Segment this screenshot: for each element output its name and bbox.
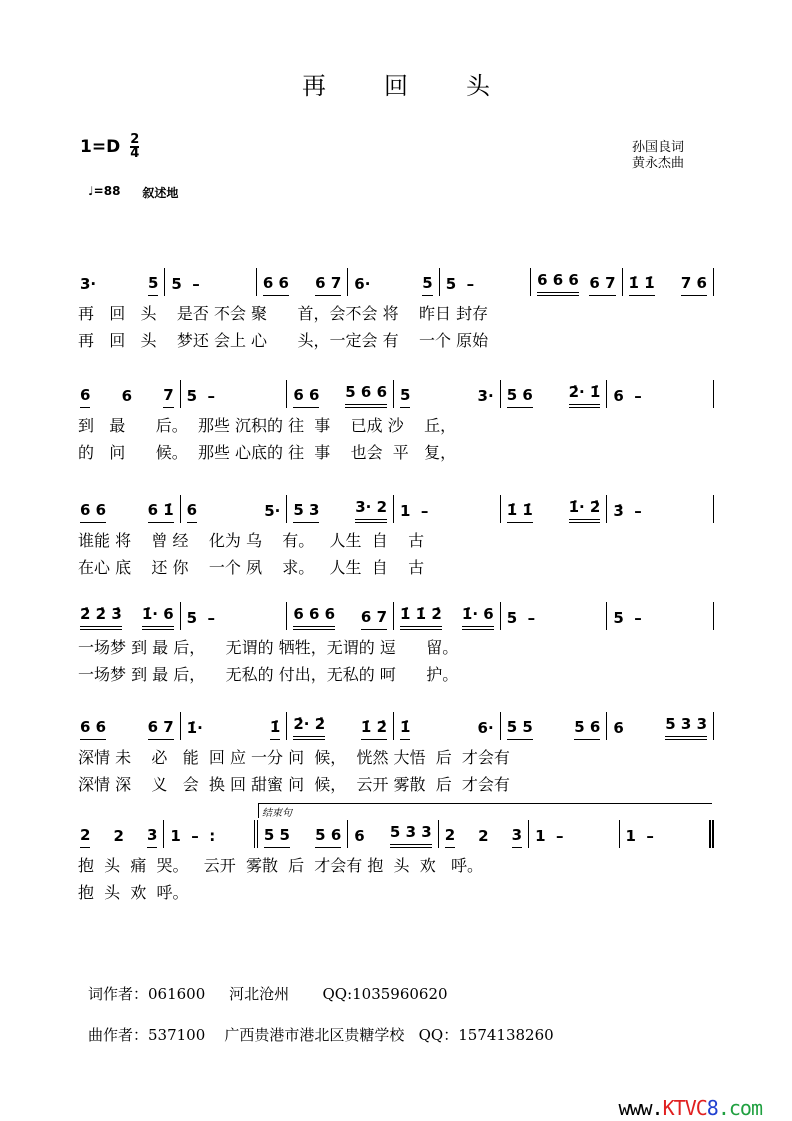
measure	[78, 495, 180, 523]
note-group: 2	[113, 827, 124, 845]
watermark-suffix: .com	[717, 1096, 762, 1120]
measure	[439, 268, 530, 296]
note-group: 6 6	[80, 718, 106, 740]
note-group: 6 7	[148, 718, 174, 740]
note-group: 5 5	[264, 826, 290, 848]
note-group: 3	[512, 826, 522, 848]
measure	[622, 268, 713, 296]
note-group: 2	[478, 827, 489, 845]
lyrics-verse-2: 深情 深 义 会 换 回 甜蜜 问 候， 云开 雾散 后 才会有	[78, 775, 510, 794]
measure	[78, 380, 180, 408]
note-group: 5 5	[507, 718, 533, 740]
time-sig-bottom: 4	[130, 146, 140, 161]
lyrics-verse-1: 一场梦 到 最 后， 无谓的 牺牲，无谓的 逗 留。	[78, 638, 459, 657]
note-group: 6	[80, 386, 90, 408]
note-group: 5 6	[315, 826, 341, 848]
notes-line	[78, 714, 714, 740]
note-group: 6 7	[589, 274, 615, 296]
measure	[438, 820, 528, 848]
measure	[347, 268, 438, 296]
lyrics-verse-2: 再 回 头 梦还 会上 心 头，一定会 有 一个 原始	[78, 331, 489, 350]
note-group: 5	[400, 386, 410, 408]
lyrics-verse-2: 的 问 候。 那些 心底的 往 事 也会 平 复，	[78, 443, 457, 462]
lyrics-verse-1: 到 最 后。 那些 沉积的 往 事 已成 沙 丘，	[78, 416, 457, 435]
note-group: 1̇ 1̇	[507, 501, 533, 523]
note-group: 3·	[80, 275, 97, 293]
note-group: 6	[187, 501, 197, 523]
watermark	[618, 1096, 762, 1120]
barline	[713, 712, 714, 740]
note-group: 6 1̇	[148, 501, 174, 523]
ending-label: 结束句	[262, 808, 292, 819]
note-group: 1 –	[535, 827, 564, 845]
song-title: 再回头	[302, 72, 548, 100]
note-group: 3	[147, 826, 157, 848]
measure	[286, 712, 393, 740]
note-group: 1̇· 2̇	[569, 498, 601, 523]
note-group: 6 –	[613, 387, 642, 405]
note-group: 5 6	[574, 718, 600, 740]
note-group: 6 6 6	[293, 605, 335, 630]
composer-credit: 黄永杰曲	[632, 156, 685, 171]
note-group: 5	[148, 274, 158, 296]
expression-text: 叙述地	[142, 186, 179, 200]
note-group: 6 6	[80, 501, 106, 523]
note-group: 3· 2	[355, 498, 387, 523]
note-group: 7	[163, 386, 173, 408]
measure	[256, 268, 347, 296]
measure	[606, 495, 713, 523]
barline	[713, 602, 714, 630]
note-group: 5	[422, 274, 432, 296]
barline	[713, 380, 714, 408]
note-group: 5 –	[186, 609, 216, 627]
note-group: 5 –	[171, 275, 200, 293]
barline	[713, 495, 714, 523]
note-group: 1 –	[400, 502, 429, 520]
measure	[530, 268, 621, 296]
note-group: 5 3 3	[665, 715, 707, 740]
measure	[606, 380, 713, 408]
measure	[286, 602, 393, 630]
watermark-digit: 8	[706, 1096, 718, 1120]
note-group: 6 6	[263, 274, 289, 296]
composer-footer: 曲作者：537100 广西贵港市港北区贵糖学校 QQ：1574138260	[88, 1026, 554, 1044]
measure	[619, 820, 709, 848]
measure	[78, 820, 163, 848]
tempo-marking	[88, 184, 178, 201]
lyrics-verse-2: 一场梦 到 最 后， 无私的 付出，无私的 呵 护。	[78, 665, 459, 684]
note-group: 1̇ 1̇	[629, 274, 655, 296]
note-group: 1̇ 2̇	[361, 718, 387, 740]
note-group: 6 6	[293, 386, 319, 408]
lyrics-verse-1: 抱 头 痛 哭。 云开 雾散 后 才会有 抱 头 欢 呼。	[78, 856, 483, 875]
measure	[286, 380, 393, 408]
measure	[163, 820, 253, 848]
measure	[164, 268, 255, 296]
notes-line	[78, 497, 714, 523]
note-group: 5·	[264, 502, 281, 520]
lyrics-verse-1: 再 回 头 是否 不会 聚 首，会不会 将 昨日 封存	[78, 304, 489, 323]
note-group: 1̇·	[186, 719, 203, 737]
measure	[180, 602, 287, 630]
measure	[78, 602, 180, 630]
measure	[393, 712, 500, 740]
measure	[180, 380, 287, 408]
measure	[286, 495, 393, 523]
time-signature	[130, 134, 139, 160]
note-group: 5 –	[445, 275, 475, 293]
watermark-brand: KTVC	[662, 1096, 707, 1120]
note-group: 3̇ –	[613, 502, 642, 520]
notes-line	[78, 604, 714, 630]
measure	[500, 602, 607, 630]
note-group: 5 –	[506, 609, 536, 627]
note-group: 1 –	[625, 827, 654, 845]
note-group: 1̇	[270, 718, 280, 740]
note-group: 2	[445, 826, 455, 848]
credits	[632, 140, 684, 172]
measure	[393, 495, 500, 523]
score-row	[78, 822, 714, 906]
note-group: 5 3 3	[390, 823, 432, 848]
barline	[713, 268, 714, 296]
score-row	[78, 382, 714, 466]
note-group: 6 6 6	[537, 271, 579, 296]
measure	[180, 712, 287, 740]
note-group: 2̇· 2̇	[293, 715, 325, 740]
measure	[500, 712, 607, 740]
tempo-value: ♩=88	[88, 184, 121, 198]
note-group: 5 6 6	[345, 383, 387, 408]
lyrics-verse-1: 深情 未 必 能 回 应 一分 问 候， 恍然 大悟 后 才会有	[78, 748, 510, 767]
notes-line	[78, 270, 714, 296]
measure	[606, 602, 713, 630]
barline	[709, 820, 714, 848]
note-group: 1̇ 1̇ 2̇	[400, 605, 442, 630]
measure	[347, 820, 437, 848]
measure	[606, 712, 713, 740]
note-group: 2̇· 1̇	[569, 383, 601, 408]
notes-line	[78, 822, 714, 848]
note-group: 6 7	[361, 608, 387, 630]
note-group: 6 7	[315, 274, 341, 296]
note-group: 5 3	[293, 501, 319, 523]
score-row	[78, 270, 714, 354]
notes-line	[78, 382, 714, 408]
measure	[393, 380, 500, 408]
score-row	[78, 604, 714, 688]
note-group: 5 –	[613, 609, 642, 627]
note-group: 1 – :	[170, 827, 216, 845]
note-group: 6	[613, 719, 624, 737]
note-group: 2	[80, 826, 90, 848]
lyricist-footer: 词作者：061600 河北沧州 QQ:1035960620	[88, 985, 448, 1003]
measure	[78, 268, 164, 296]
watermark-prefix: www.	[618, 1096, 663, 1120]
score-row	[78, 497, 714, 581]
note-group: 1̇· 6	[142, 605, 174, 630]
note-group: 7 6	[681, 274, 707, 296]
lyrics-verse-1: 谁能 将 曾 经 化为 乌 有。 人生 自 古	[78, 531, 425, 550]
ending-bracket	[258, 803, 712, 818]
lyricist-credit: 孙国良词	[632, 140, 685, 155]
note-group: 6	[354, 827, 365, 845]
measure	[500, 495, 607, 523]
lyrics-verse-2: 抱 头 欢 呼。	[78, 883, 189, 902]
note-group: 1̇· 6	[462, 605, 494, 630]
time-sig-top: 2	[130, 132, 140, 147]
measure	[180, 495, 287, 523]
note-group: 2̇ 2̇ 3̇	[80, 605, 122, 630]
measure	[254, 820, 347, 848]
measure	[528, 820, 618, 848]
measure	[500, 380, 607, 408]
measure	[393, 602, 500, 630]
note-group: 5 –	[186, 387, 216, 405]
lyrics-verse-2: 在心 底 还 你 一个 夙 求。 人生 自 古	[78, 558, 425, 577]
note-group: 5 6	[507, 386, 533, 408]
note-group: 3·	[477, 387, 494, 405]
measure	[78, 712, 180, 740]
score-row	[78, 714, 714, 798]
note-group: 6·	[354, 275, 371, 293]
note-group: 1̇	[400, 718, 410, 740]
note-group: 6·	[477, 719, 494, 737]
note-group: 6	[121, 387, 133, 405]
key-signature	[80, 134, 139, 160]
key-label: 1=D	[80, 137, 121, 157]
